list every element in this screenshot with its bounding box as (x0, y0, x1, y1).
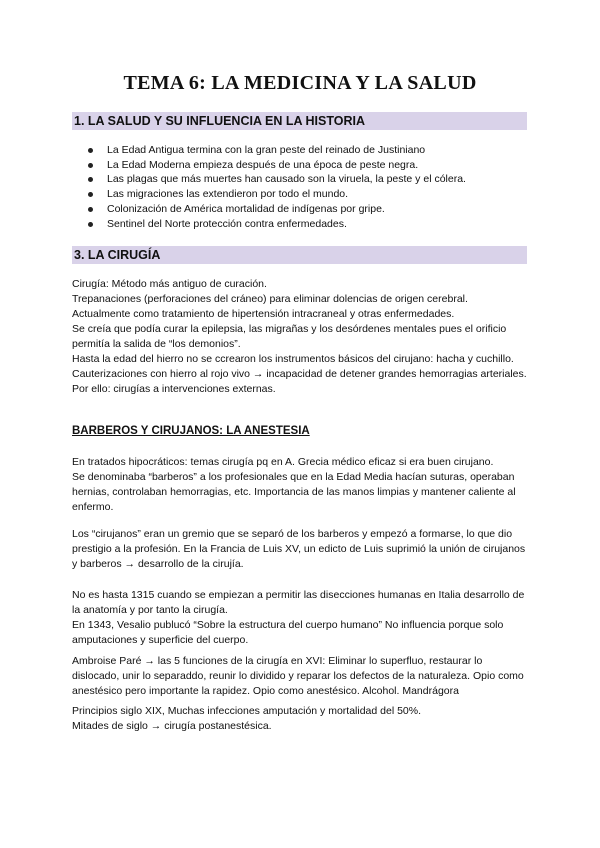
section-heading-salud: 1. LA SALUD Y SU INFLUENCIA EN LA HISTORIA (72, 112, 527, 130)
document-title: TEMA 6: LA MEDICINA Y LA SALUD (123, 72, 477, 94)
bullet-icon (88, 177, 93, 182)
bullet-icon (88, 207, 93, 212)
paragraph: Actualmente como tratamiento de hipertensión intracraneal y otras enfermedades. (72, 308, 455, 320)
list-item (88, 143, 466, 158)
subheading-barberos: BARBEROS Y CIRUJANOS: LA ANESTESIA (72, 425, 310, 437)
barberos-paragraph-5 (72, 704, 532, 734)
bullet-text: La Edad Antigua termina con la gran peste del reinado de Justiniano (107, 144, 426, 156)
salud-bullet-list (88, 143, 466, 231)
bullet-text: Colonización de América mortalidad de indígenas por gripe. (107, 202, 385, 215)
section-heading-cirugia: 3. LA CIRUGÍA (72, 246, 527, 264)
list-item (88, 172, 466, 187)
paragraph: Trepanaciones (perforaciones del cráneo) para eliminar dolencias de origen cerebral. (72, 293, 468, 305)
paragraph: En 1343, Vesalio publucó “Sobre la estructura del cuerpo humano” No influencia porque solo amputaciones y superficie del cuerpo. (72, 619, 504, 646)
bullet-icon (88, 222, 93, 227)
bullet-icon (88, 148, 93, 153)
bullet-text: Las migraciones las extendieron por todo el mundo. (107, 188, 349, 201)
list-item (88, 202, 466, 217)
list-item (88, 158, 466, 173)
bullet-icon (88, 163, 93, 168)
bullet-text: La Edad Moderna empieza después de una época de peste negra. (107, 158, 419, 171)
paragraph: Cirugía: Método más antiguo de curación. (72, 278, 267, 290)
paragraph: Mitades de siglo → cirugía postanestésica. (72, 720, 272, 732)
bullet-text: Sentinel del Norte protección contra enfermedades. (107, 217, 347, 230)
paragraph: No es hasta 1315 cuando se empiezan a permitir las disecciones humanas en Italia desarrollo de la anatomía y por tanto la cirugía. (72, 589, 525, 616)
barberos-paragraph-2 (72, 527, 532, 572)
barberos-paragraph-4 (72, 654, 532, 699)
paragraph: Cauterizaciones con hierro al rojo vivo → incapacidad de detener grandes hemorragias arteriales. Por ello: cirugías a intervenciones externas. (72, 368, 527, 395)
paragraph: Ambroise Paré → las 5 funciones de la cirugía en XVI: Eliminar lo superfluo, restaurar lo dislocado, unir lo separaddo, reunir lo dividido y reparar los defectos de la naturaleza. Opio como anestésico pero importante la rapidez. Opio como anestésico. Alcohol. Mandrágora (72, 655, 524, 697)
cirugia-text-block (72, 277, 532, 397)
bullet-text: Las plagas que más muertes han causado son la viruela, la peste y el cólera. (107, 173, 466, 186)
paragraph: Se creía que podía curar la epilepsia, las migrañas y los desórdenes mentales pues el orificio permitía la salida de “los demonios”. (72, 323, 507, 350)
paragraph: Los “cirujanos” eran un gremio que se separó de los barberos y empezó a formarse, lo que dio prestigio a la profesión. En la Francia de Luis XV, un edicto de Luis suprimió la unión de cirujanos y barberos → desarrollo de la cirujía. (72, 528, 526, 570)
paragraph: Se denominaba “barberos” a los profesionales que en la Edad Media hacían suturas, operaban hernias, controlaban hemorragias, etc. Importancia de las manos limpias y mantener caliente al enfermo. (72, 471, 516, 513)
barberos-paragraph-3 (72, 588, 532, 648)
list-item (88, 187, 466, 202)
paragraph: En tratados hipocráticos: temas cirugía pq en A. Grecia médico eficaz si era buen cirujano. (72, 456, 494, 468)
paragraph: Principios siglo XIX, Muchas infecciones amputación y mortalidad del 50%. (72, 705, 422, 717)
barberos-paragraph-1 (72, 455, 532, 515)
list-item (88, 217, 466, 232)
bullet-icon (88, 192, 93, 197)
paragraph: Hasta la edad del hierro no se ccrearon los instrumentos básicos del cirujano: hacha y cuchillo. (72, 353, 514, 365)
